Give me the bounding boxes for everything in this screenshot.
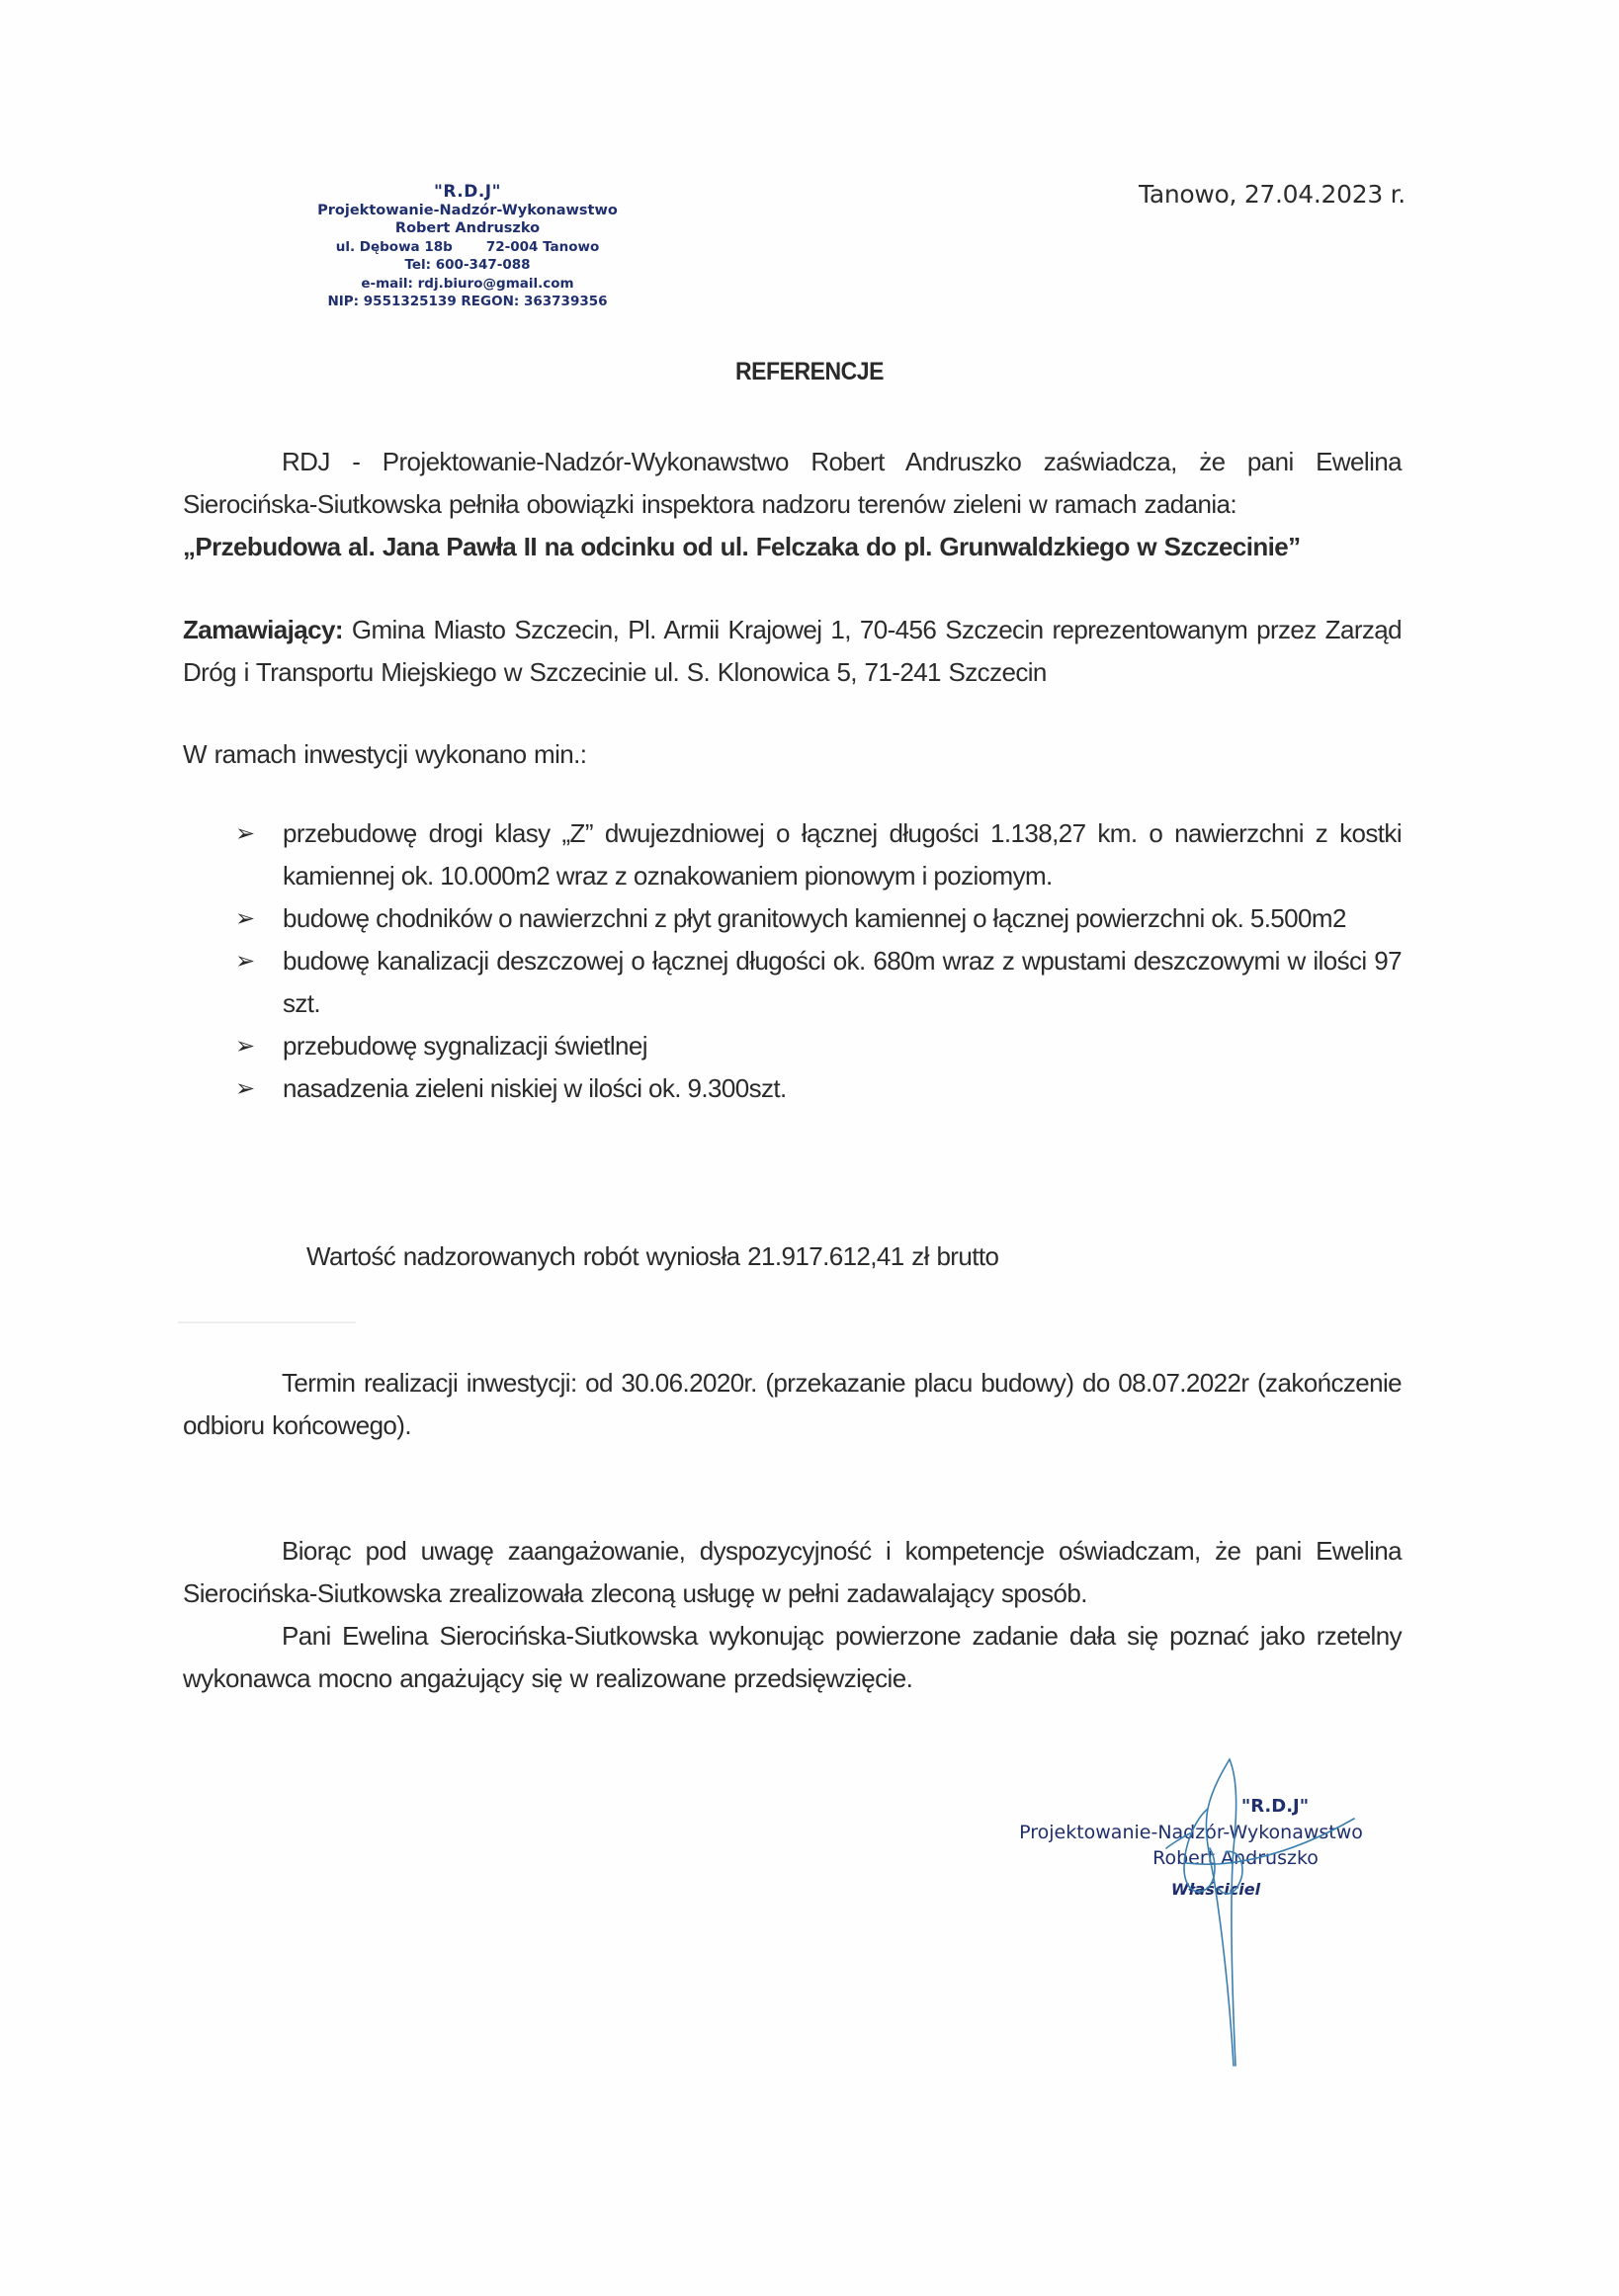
address xyxy=(265,238,670,257)
list-item-text: budowę kanalizacji deszczowej o łącznej długości ok. 680m wraz z wpustami deszczowymi w ilości 97 szt. xyxy=(283,946,1402,1018)
list-item xyxy=(235,940,1402,1025)
postal-city: 72-004 Tanowo xyxy=(485,238,600,255)
date-line: Tanowo, 27.04.2023 r. xyxy=(1139,180,1406,209)
scope-list xyxy=(235,812,1402,1110)
company-short-name: "R.D.J" xyxy=(434,182,501,202)
summary-paragraph-2: Pani Ewelina Sierocińska-Siutkowska wykonując powierzone zadanie dała się poznać jako rzetelny wykonawca mocno angażujący się w realizowane przedsięwzięcie. xyxy=(183,1621,1402,1693)
summary-paragraph-1: Biorąc pod uwagę zaangażowanie, dyspozycyjność i kompetencje oświadczam, że pani Ewelina Sierocińska-Siutkowska zrealizowała zleconą usługę w pełni zadawalający sposób. xyxy=(183,1536,1402,1608)
email: e-mail: rdj.biuro@gmail.com xyxy=(361,275,574,292)
sig-company-full: Projektowanie-Nadzór-Wykonawstwo xyxy=(1019,1822,1363,1843)
list-item xyxy=(235,812,1402,897)
document-title: REFERENCJE xyxy=(734,358,885,385)
owner-name: Robert Andruszko xyxy=(394,220,541,236)
sig-role: Właściciel xyxy=(1170,1880,1261,1899)
list-item-text: nasadzenia zieleni niskiej w ilości ok. 9.300szt. xyxy=(283,1073,787,1103)
registry-numbers: NIP: 9551325139 REGON: 363739356 xyxy=(327,294,608,309)
scan-artifact-line xyxy=(178,1321,356,1323)
task-name: „Przebudowa al. Jana Pawła II na odcinku od ul. Felczaka do pl. Grunwaldzkiego w Szczecinie” xyxy=(183,532,1301,561)
scope-heading: W ramach inwestycji wykonano min.: xyxy=(183,739,587,769)
client-label: Zamawiający: xyxy=(183,615,343,644)
list-item xyxy=(235,897,1402,940)
list-item-text: przebudowę drogi klasy „Z” dwujezdniowej o łącznej długości 1.138,27 km. o nawierzchni z kostki kamiennej ok. 10.000m2 wraz z oznakowaniem pionowym i poziomym. xyxy=(283,818,1402,891)
letterhead-stamp xyxy=(265,183,670,311)
client-paragraph xyxy=(183,609,1402,694)
signature-stamp xyxy=(998,1794,1384,1903)
sig-company-short: "R.D.J" xyxy=(1240,1796,1310,1817)
arrow-bullet-icon: ➢ xyxy=(235,1074,255,1102)
intro-paragraph xyxy=(183,441,1402,568)
list-item xyxy=(235,1067,1402,1110)
value-line: Wartość nadzorowanych robót wyniosła 21.917.612,41 zł brutto xyxy=(306,1241,999,1271)
intro-text: RDJ - Projektowanie-Nadzór-Wykonawstwo Robert Andruszko zaświadcza, że pani Ewelina Sierocińska-Siutkowska pełniła obowiązki inspektora nadzoru terenów zieleni w ramach zadania: xyxy=(183,447,1402,519)
sig-owner: Robert Andruszko xyxy=(1152,1847,1319,1869)
company-full-name: Projektowanie-Nadzór-Wykonawstwo xyxy=(317,202,618,218)
summary-paragraphs xyxy=(183,1530,1402,1700)
client-text: Gmina Miasto Szczecin, Pl. Armii Krajowej 1, 70-456 Szczecin reprezentowanym przez Zarząd Dróg i Transportu Miejskiego w Szczecinie ul. S. Klonowica 5, 71-241 Szczecin xyxy=(183,615,1402,687)
phone: Tel: 600-347-088 xyxy=(404,257,531,273)
list-item-text: przebudowę sygnalizacji świetlnej xyxy=(283,1031,647,1061)
arrow-bullet-icon: ➢ xyxy=(235,1032,255,1060)
street: ul. Dębowa 18b xyxy=(335,238,453,255)
arrow-bullet-icon: ➢ xyxy=(235,904,255,932)
term-paragraph: Termin realizacji inwestycji: od 30.06.2020r. (przekazanie placu budowy) do 08.07.2022r (zakończenie odbioru końcowego). xyxy=(183,1368,1402,1440)
arrow-bullet-icon: ➢ xyxy=(235,819,255,847)
list-item xyxy=(235,1025,1402,1067)
arrow-bullet-icon: ➢ xyxy=(235,947,255,975)
list-item-text: budowę chodników o nawierzchni z płyt granitowych kamiennej o łącznej powierzchni ok. 5.500m2 xyxy=(283,903,1346,933)
